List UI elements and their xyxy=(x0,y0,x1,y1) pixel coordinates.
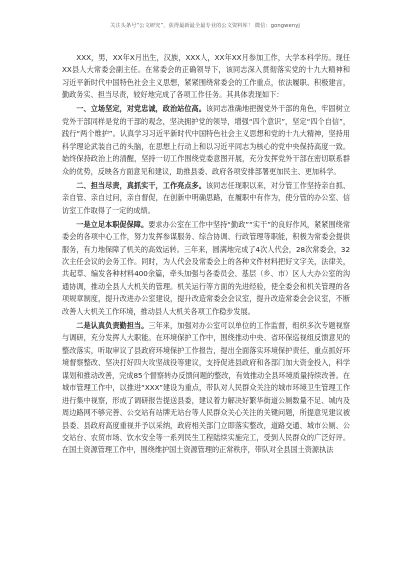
section-responsibility xyxy=(62,180,350,217)
intro-text: XXX，男，XX年X月出生，汉族，XXX人，XX年XX月参加工作，大学本科学历。现任XX县人大常委会副主任。在常委会的正确领导下，该同志深入贯彻落实党的十九大精神和习近平新时代中国特色社会主义思想，紧紧围绕常委会的工作重点，依法履职、积极建言，勤政务实、担当尽责，较好地完成了各项工作任务。其具体表现如下： xyxy=(62,53,350,100)
section-political-stance xyxy=(62,103,350,178)
document-body xyxy=(62,52,350,458)
page-header-notice: 关注头条号“公文研究”，获得最新最全最专业的公文资料库！ 微信：gongwenyj xyxy=(110,23,300,29)
subsection-text: 要求办公室在工作中坚持“勤政”“实干”的良好作风，紧紧围绕常委会的各项中心工作，努力发挥参谋服务、综合协调、行政管理等职能，积极为常委会提供服务，有力地保障了机关的高效运转。三年来，圆满地完成了4次人代会，28次常委会，32次主任会议的会务工作。同时，为人代会及常委会上的各种文件材料把好文字关，法律关，共起草、编发各种材料400余篇，牵头加强与各委员会、基层（乡、市）区人大办公室的沟通协调，推动全县人大机关的管理。机关运行等方面的先进经验，使全委会和机关管理的各项规章制度，提升改进办公室建设，提升改造常委会会议室，提升改造常委会会议室，不断改善人大机关工作环境，推动县人大机关各项工作稳步发展。 xyxy=(62,219,350,316)
section-text: 该同志任现职以来，对分管工作坚持亲自抓、亲自管、亲自过问，亲自督促，在创新中明确思路，在履职中有作为，使分管的办公室、信访室工作取得了一定的成绩。 xyxy=(62,180,350,215)
subsection-duty-support xyxy=(62,219,350,319)
subsection-text: 三年来，加强对办公室可以单位的工作监督，组织多次专题视察与调研，充分发挥人大职能。在环境保护工作中，围绕推动中央、省环保巡视组反馈意见的整改落实，听取审议了县政府环境保护工作报告，提出全面落实环境保护责任，重点抓好环境督察整改、坚决打好四大攻坚战役等建议，支持促进县政府和各部门加大资金投入，科学谋划和推动改善，完成85个督察转办反馈问题的整改，有效推动全县环境质量持续改善。在城市管理工作中，以推进“XXX”建设为重点，带队对人民群众关注的城市环境卫生管理工作进行集中视察，形成了调研报告提送县委，建议着力解决好繁华街道公厕数量不足、城内及周边路网不够完善、公交站有站牌无站台等人民群众关心关注的关键问题，所提意见建议被县委、县政府高度重视并予以采纳，政府相关部门立即落实整改，道路交通、城市公厕、公交站台、农贸市场、饮水安全等一系列民生工程陆续实施完工，受到人民群众的广泛好评。在国土资源管理工作中，围绕维护国土资源管理的正常秩序，带队对全县国土资源执法 xyxy=(62,320,350,455)
subsection-heading: 一是立足本职促保障。 xyxy=(76,219,149,229)
subsection-heading: 二是认真负责勤担当。 xyxy=(76,320,149,330)
intro-paragraph xyxy=(62,52,350,102)
section-heading: 二、担当尽责，真抓实干，工作亮点多。 xyxy=(76,180,206,190)
subsection-conscientious xyxy=(62,320,350,457)
section-text: 该同志准确地把握党外干部的角色，牢固树立党外干部同样是党的干部的观念，坚决拥护党的领导，增强“四个意识”，坚定“四个自信”，践行“两个维护”。认真学习习近平新时代中国特色社会主义思想和党的十九大精神，坚持用科学理论武装自己的头脑，在思想上行动上和以习近平同志为核心的党中央保持高度一致。始终保持政治上的清醒，坚持一切工作围绕党委意图开展，充分发挥党外干部在密切联系群众的优势，反映各方面意见和建议，助推县委、政府各项安排部署更加民主、更加科学。 xyxy=(62,104,350,176)
section-heading: 一、立场坚定，对党忠诚，政治站位高。 xyxy=(76,104,206,114)
